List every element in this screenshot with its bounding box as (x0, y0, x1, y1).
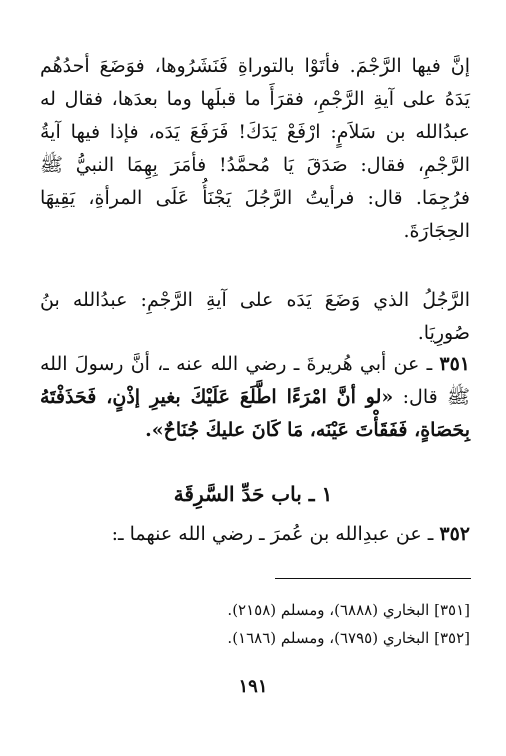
footnote-351: [٣٥١] البخاري (٦٨٨٨)، ومسلم (٢١٥٨). (227, 601, 470, 619)
hadith-352-paragraph (40, 518, 470, 551)
hadith-intro: ـ عن عبدِالله بن عُمرَ ـ رضي الله عنهما ـ: (111, 523, 434, 545)
hadith-continuation-paragraph: إنَّ فيها الرَّجْمَ. فأتَوْا بالتوراةِ فَنَشَرُوها، فوَضَعَ أحدُهُم يَدَهُ على آيةِ الرَّجْمِ، فقرَأَ ما قبلَها وما بعدَها، فقال له عبدُالله بن سَلاَمٍ: ارْفَعْ يَدَكَ! فَرَفَعَ يَدَه، فإذا فيها آيةُ الرَّجْمِ، فقال: صَدَقَ يَا مُحمَّدُ! فأمَرَ بِهِمَا النبيُّ ﷺ فرُجِمَا. قال: فرأيتُ الرَّجُلَ يَجْنَأُ عَلَى المرأةِ، يَقِيهَا الحِجَارَةَ. (40, 55, 470, 242)
hadith-number: ٣٥٢ (439, 523, 470, 545)
hadith-351-paragraph (40, 348, 470, 447)
hadith-number: ٣٥١ (439, 353, 471, 375)
footnote-separator (275, 578, 471, 579)
hadith-intro: ـ عن أبي هُريرةَ ـ رضي الله عنه ـ، أنَّ رسولَ الله ﷺ قال: (40, 353, 470, 408)
footnote-352: [٣٥٢] البخاري (٦٧٩٥)، ومسلم (١٦٨٦). (227, 629, 470, 647)
commentary-paragraph: الرَّجُلُ الذي وَضَعَ يَدَه على آيةِ الرَّجْمِ: عبدُالله بنُ صُورِيَا. (40, 289, 470, 344)
chapter-heading: ١ ـ باب حَدِّ السَّرِقَة (173, 482, 333, 506)
hadith-quote: «لو أنَّ امْرَءًا اطَّلَعَ عَلَيْكَ بغيرِ إذْنٍ، فَحَذَفْتَهُ بِحَصَاةٍ، فَفَقَأْتَ عَيْنَه، مَا كَانَ عليكَ جُنَاحٌ». (40, 386, 470, 441)
page-number: ١٩١ (238, 676, 268, 697)
